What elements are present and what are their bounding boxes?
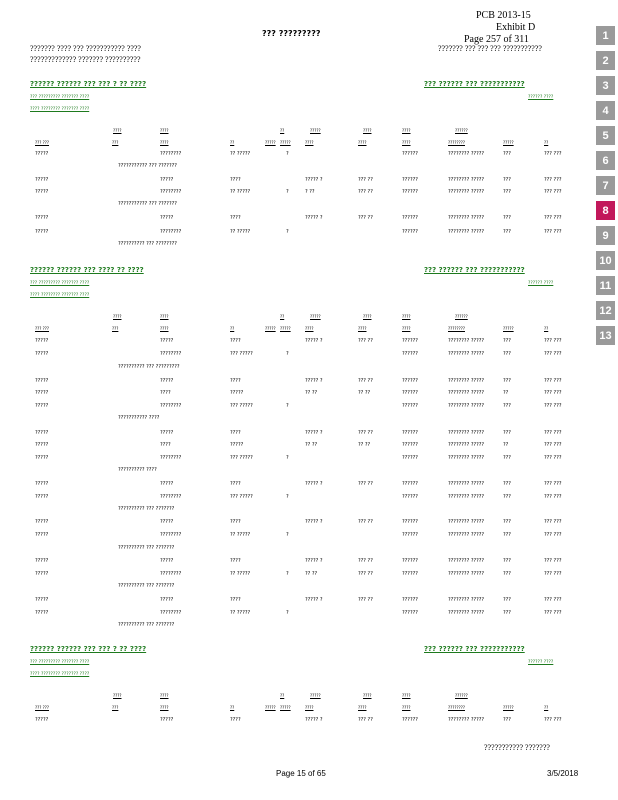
table-cell: ??? (503, 455, 511, 461)
table-cell: ?????? (402, 610, 418, 616)
table-cell: ??? ?? (358, 571, 373, 577)
column-header: ???? (358, 326, 367, 331)
table-cell: ????? (35, 390, 49, 396)
table-cell: ???????? ????? (448, 494, 485, 500)
table-cell: ? (286, 610, 289, 616)
table-cell: ??? ??? (544, 481, 562, 487)
table-cell: ???????? ????? (448, 558, 485, 564)
table-cell: ??????????? ???? (118, 415, 160, 421)
table-cell: ??? ?? (358, 519, 373, 525)
section-subtitle-right: ?????? ???? (528, 95, 554, 100)
column-header-top: ???? (363, 693, 372, 698)
table-cell: ?? ????? (230, 610, 251, 616)
column-header-top: ???? (402, 128, 411, 133)
table-cell: ???????? (160, 571, 182, 577)
table-cell: ????? (35, 215, 49, 221)
section-title: ?????? ?????? ??? ??? ? ?? ???? (30, 80, 147, 88)
section-subtitle: ???? ???????? ??????? ???? (30, 672, 90, 677)
table-cell: ????? (160, 215, 174, 221)
column-header: ???? (358, 140, 367, 145)
table-cell: ?????????? ??? ??????? (118, 545, 175, 551)
column-header: ???? (305, 705, 314, 710)
table-cell: ? (286, 494, 289, 500)
section-subtitle: ???? ???????? ??????? ???? (30, 293, 90, 298)
document-title: ??? ????????? (262, 29, 321, 38)
column-header-top: ???? (113, 693, 122, 698)
table-cell: ???????? ????? (448, 597, 485, 603)
column-header-top: ????? (310, 314, 321, 319)
table-cell: ???????? (160, 455, 182, 461)
table-cell: ??? ??? (544, 442, 562, 448)
table-cell: ???????? ????? (448, 610, 485, 616)
table-cell: ???? (230, 717, 241, 723)
section-subtitle: ???? ???????? ??????? ???? (30, 107, 90, 112)
page-tab-2[interactable]: 2 (596, 51, 615, 70)
section-subtitle-right: ?????? ???? (528, 660, 554, 665)
table-cell: ????? ? (305, 338, 323, 344)
table-cell: ???????? ????? (448, 403, 485, 409)
table-cell: ?????? (402, 519, 418, 525)
table-cell: ????? (160, 430, 174, 436)
table-cell: ??? (503, 189, 511, 195)
table-cell: ??? (503, 481, 511, 487)
table-cell: ???????? ????? (448, 717, 485, 723)
table-cell: ????? (35, 519, 49, 525)
table-cell: ? (286, 189, 289, 195)
table-cell: ??? ?? (358, 558, 373, 564)
column-header: ????? (265, 705, 276, 710)
table-cell: ??? ?? (358, 378, 373, 384)
column-header-top: ???? (402, 693, 411, 698)
table-cell: ????? ? (305, 558, 323, 564)
table-cell: ??? ??? (544, 177, 562, 183)
table-cell: ?? ????? (230, 151, 251, 157)
table-cell: ???? (230, 177, 241, 183)
table-cell: ??? ??? (544, 519, 562, 525)
column-header-top: ???? (160, 314, 169, 319)
table-cell: ?? ?? (305, 442, 318, 448)
column-header: ????? (280, 705, 291, 710)
table-cell: ?????? (402, 390, 418, 396)
table-cell: ?????? (402, 378, 418, 384)
column-header: ?? (230, 705, 235, 710)
column-header-top: ?? (280, 128, 285, 133)
table-cell: ??? ??? (544, 430, 562, 436)
table-cell: ????? ? (305, 717, 323, 723)
table-cell: ???????? (160, 494, 182, 500)
table-cell: ???????? ????? (448, 189, 485, 195)
column-header: ????? (265, 140, 276, 145)
page-number: Page 15 of 65 (276, 769, 326, 778)
table-cell: ????? (160, 338, 174, 344)
table-cell: ??? ??? (544, 351, 562, 357)
table-cell: ????? (160, 481, 174, 487)
table-cell: ?????????? ??? ??????? (118, 583, 175, 589)
table-cell: ????? (160, 558, 174, 564)
table-cell: ??? (503, 351, 511, 357)
table-cell: ???????? (160, 229, 182, 235)
column-header: ?? (230, 140, 235, 145)
table-cell: ?? ????? (230, 229, 251, 235)
column-header-top: ???? (160, 128, 169, 133)
column-header: ???????? (448, 705, 465, 710)
table-cell: ????? (35, 717, 49, 723)
table-cell: ??? ?? (358, 597, 373, 603)
page-tab-11[interactable]: 11 (596, 276, 615, 295)
table-cell: ????? (35, 151, 49, 157)
table-cell: ????? ? (305, 481, 323, 487)
page-tab-10[interactable]: 10 (596, 251, 615, 270)
table-cell: ??? ??? (544, 494, 562, 500)
table-cell: ???????? ????? (448, 442, 485, 448)
column-header: ???? (305, 140, 314, 145)
table-cell: ??? ?? (358, 177, 373, 183)
section-subtitle: ??? ????????? ??????? ???? (30, 660, 90, 665)
stamp-line-2: Exhibit D (496, 22, 536, 33)
table-cell: ????? (230, 390, 244, 396)
table-cell: ??? ??? (544, 532, 562, 538)
table-cell: ????? (35, 610, 49, 616)
column-header: ??? (112, 140, 119, 145)
column-header-top: ?? (280, 314, 285, 319)
table-cell: ?????? (402, 532, 418, 538)
table-cell: ??? ????? (230, 455, 253, 461)
column-header: ??? ??? (35, 140, 50, 145)
table-cell: ?? ????? (230, 189, 251, 195)
column-header: ?? (544, 140, 549, 145)
table-cell: ???????? (160, 403, 182, 409)
table-cell: ?????? (402, 597, 418, 603)
table-cell: ??? (503, 177, 511, 183)
table-cell: ?? ?? (305, 390, 318, 396)
column-header: ??? (112, 705, 119, 710)
table-cell: ??? ??? (544, 229, 562, 235)
column-header: ????? (280, 140, 291, 145)
table-cell: ???????? ????? (448, 215, 485, 221)
section-subtitle: ??? ????????? ??????? ???? (30, 281, 90, 286)
table-cell: ???? (230, 558, 241, 564)
table-cell: ??? (503, 597, 511, 603)
table-cell: ??? ??? (544, 610, 562, 616)
table-cell: ??? ??? (544, 717, 562, 723)
stamp-line-1: PCB 2013-15 (476, 10, 531, 21)
table-cell: ?????? (402, 229, 418, 235)
table-cell: ??? ????? (230, 351, 253, 357)
column-header-top: ?????? (455, 128, 468, 133)
column-header: ???? (305, 326, 314, 331)
table-cell: ????? (35, 558, 49, 564)
page-tab-13[interactable]: 13 (596, 326, 615, 345)
table-cell: ????? (35, 338, 49, 344)
section-title-right: ??? ?????? ??? ??????????? (424, 645, 525, 653)
table-cell: ? (286, 351, 289, 357)
column-header: ???? (160, 705, 169, 710)
table-cell: ???????? ????? (448, 430, 485, 436)
table-cell: ??? ?? (358, 215, 373, 221)
table-cell: ???????? (160, 189, 182, 195)
table-cell: ?? ????? (230, 571, 251, 577)
table-cell: ??? ????? (230, 494, 253, 500)
section-title: ?????? ?????? ??? ??? ? ?? ???? (30, 645, 147, 653)
table-cell: ???? (230, 519, 241, 525)
table-cell: ?????????? ??? ????????? (118, 364, 180, 370)
header-left-line-1: ??????? ???? ??? ??????????? ???? (30, 44, 141, 53)
header-right: ??????? ??? ??? ??? ??????????? (438, 44, 542, 53)
table-cell: ???????? ????? (448, 571, 485, 577)
header-left-line-2: ????????????? ??????? ?????????? (30, 55, 141, 64)
table-cell: ? (286, 151, 289, 157)
table-cell: ?? (503, 390, 509, 396)
table-cell: ?????? (402, 151, 418, 157)
table-cell: ?????? (402, 558, 418, 564)
table-cell: ??? ??? (544, 338, 562, 344)
table-cell: ????? (35, 532, 49, 538)
table-cell: ??? ?? (358, 717, 373, 723)
column-header-top: ????? (310, 693, 321, 698)
table-cell: ?????????? ??? ??????? (118, 622, 175, 628)
section-title: ?????? ?????? ??? ???? ?? ???? (30, 266, 144, 274)
table-cell: ???????? ????? (448, 519, 485, 525)
table-cell: ????? (35, 229, 49, 235)
column-header-top: ????? (310, 128, 321, 133)
table-cell: ?????? (402, 351, 418, 357)
column-header: ???? (402, 140, 411, 145)
table-cell: ?? (503, 442, 509, 448)
column-header-top: ?? (280, 693, 285, 698)
column-header: ???? (402, 705, 411, 710)
section-subtitle-right: ?????? ???? (528, 281, 554, 286)
column-header-top: ???? (160, 693, 169, 698)
column-header-top: ???? (113, 314, 122, 319)
table-cell: ????? ? (305, 215, 323, 221)
page-tab-4[interactable]: 4 (596, 101, 615, 120)
table-cell: ?????? (402, 442, 418, 448)
table-cell: ??? ??? (544, 189, 562, 195)
table-cell: ???? (230, 378, 241, 384)
table-cell: ?? ????? (230, 532, 251, 538)
table-cell: ???????? ????? (448, 177, 485, 183)
exhibit-stamp (464, 10, 536, 46)
column-header: ??? ??? (35, 705, 50, 710)
column-header-top: ?????? (455, 693, 468, 698)
page-tab-6[interactable]: 6 (596, 151, 615, 170)
table-cell: ?? ?? (305, 571, 318, 577)
table-cell: ???????? (160, 532, 182, 538)
page-tab-7[interactable]: 7 (596, 176, 615, 195)
table-cell: ?????? (402, 403, 418, 409)
table-cell: ??????????? ??? ??????? (118, 163, 177, 169)
table-cell: ??????????? ??? ??????? (118, 201, 177, 207)
table-cell: ?????????? ??? ???????? (118, 241, 177, 247)
table-cell: ??? (503, 519, 511, 525)
table-cell: ????? (35, 571, 49, 577)
table-cell: ??? (503, 430, 511, 436)
table-cell: ??? (503, 558, 511, 564)
table-cell: ????? (160, 177, 174, 183)
table-cell: ??? (503, 610, 511, 616)
table-cell: ???????? ????? (448, 338, 485, 344)
table-cell: ??? ??? (544, 378, 562, 384)
page-tab-3[interactable]: 3 (596, 76, 615, 95)
table-cell: ?????? (402, 215, 418, 221)
table-cell: ???? (160, 442, 171, 448)
column-header: ???????? (448, 326, 465, 331)
column-header: ?? (544, 705, 549, 710)
column-header: ???? (402, 326, 411, 331)
page-tab-9[interactable]: 9 (596, 226, 615, 245)
table-cell: ??? ??? (544, 571, 562, 577)
table-cell: ????? (160, 717, 174, 723)
table-cell: ????? (35, 189, 49, 195)
column-header-top: ???? (363, 128, 372, 133)
column-header: ???? (358, 705, 367, 710)
column-header: ?? (544, 326, 549, 331)
column-header: ???????? (448, 140, 465, 145)
table-cell: ? (286, 403, 289, 409)
column-header-top: ???? (363, 314, 372, 319)
table-cell: ? ?? (305, 189, 315, 195)
table-cell: ??? (503, 494, 511, 500)
table-cell: ??? (503, 717, 511, 723)
table-cell: ??? ??? (544, 558, 562, 564)
table-cell: ???? (230, 430, 241, 436)
table-cell: ????? (35, 597, 49, 603)
table-cell: ?????????? ???? (118, 467, 157, 473)
table-cell: ????? (160, 597, 174, 603)
table-cell: ??? (503, 151, 511, 157)
table-cell: ??? ??? (544, 390, 562, 396)
table-cell: ????? (35, 177, 49, 183)
table-cell: ???????? ????? (448, 229, 485, 235)
header-left (30, 43, 141, 65)
page-tab-8[interactable]: 8 (596, 201, 615, 220)
column-header: ????? (503, 326, 514, 331)
table-cell: ??? (503, 403, 511, 409)
table-cell: ???????? ????? (448, 481, 485, 487)
section-title-right: ??? ?????? ??? ??????????? (424, 266, 525, 274)
table-cell: ??? ??? (544, 455, 562, 461)
table-cell: ?????? (402, 430, 418, 436)
table-cell: ??? ??? (544, 151, 562, 157)
table-cell: ?? ?? (358, 442, 371, 448)
column-header-top: ???? (113, 128, 122, 133)
column-header: ????? (503, 705, 514, 710)
table-cell: ? (286, 229, 289, 235)
table-cell: ???? (230, 597, 241, 603)
table-cell: ??? ????? (230, 403, 253, 409)
table-cell: ???? (230, 338, 241, 344)
table-cell: ????? (35, 403, 49, 409)
page-tab-5[interactable]: 5 (596, 126, 615, 145)
table-cell: ??? (503, 229, 511, 235)
table-cell: ??? (503, 338, 511, 344)
column-header: ??? ??? (35, 326, 50, 331)
page-tab-1[interactable]: 1 (596, 26, 615, 45)
table-cell: ?????????? ??? ??????? (118, 506, 175, 512)
column-header: ????? (280, 326, 291, 331)
table-cell: ? (286, 571, 289, 577)
table-cell: ???????? ????? (448, 378, 485, 384)
table-cell: ?????? (402, 177, 418, 183)
table-cell: ??? (503, 378, 511, 384)
bottom-right-text: ??????????? ??????? (484, 743, 550, 752)
table-cell: ?????? (402, 189, 418, 195)
table-cell: ?????? (402, 455, 418, 461)
column-header-top: ???? (402, 314, 411, 319)
table-cell: ????? (35, 351, 49, 357)
table-cell: ??? ??? (544, 403, 562, 409)
table-cell: ??? ?? (358, 481, 373, 487)
table-cell: ????? ? (305, 430, 323, 436)
table-cell: ????? (35, 442, 49, 448)
table-cell: ??? (503, 215, 511, 221)
table-cell: ????? (35, 378, 49, 384)
table-cell: ????? (35, 481, 49, 487)
page-tab-12[interactable]: 12 (596, 301, 615, 320)
table-cell: ??? ?? (358, 430, 373, 436)
column-header: ????? (503, 140, 514, 145)
table-cell: ??? ?? (358, 189, 373, 195)
report-date: 3/5/2018 (547, 769, 579, 778)
table-cell: ????? ? (305, 519, 323, 525)
table-cell: ????? ? (305, 597, 323, 603)
column-header-top: ?????? (455, 314, 468, 319)
table-cell: ?????? (402, 571, 418, 577)
table-cell: ???????? ????? (448, 455, 485, 461)
table-cell: ???????? ????? (448, 390, 485, 396)
table-cell: ???????? ????? (448, 532, 485, 538)
section-subtitle: ??? ????????? ??????? ???? (30, 95, 90, 100)
table-cell: ?? ?? (358, 390, 371, 396)
table-cell: ?????? (402, 481, 418, 487)
table-cell: ??? (503, 571, 511, 577)
table-cell: ?????? (402, 494, 418, 500)
table-cell: ?????? (402, 338, 418, 344)
table-cell: ????? (160, 519, 174, 525)
column-header: ???? (160, 326, 169, 331)
section-title-right: ??? ?????? ??? ??????????? (424, 80, 525, 88)
table-cell: ?????? (402, 717, 418, 723)
table-cell: ???????? ????? (448, 351, 485, 357)
column-header: ?? (230, 326, 235, 331)
table-cell: ????? ? (305, 378, 323, 384)
table-cell: ???????? ????? (448, 151, 485, 157)
table-cell: ????? (35, 455, 49, 461)
table-cell: ??? (503, 532, 511, 538)
table-cell: ? (286, 532, 289, 538)
table-cell: ???? (160, 390, 171, 396)
stamp-line-3: Page 257 of 311 (464, 34, 529, 45)
table-cell: ????? (35, 430, 49, 436)
table-cell: ???? (230, 481, 241, 487)
table-cell: ??? ?? (358, 338, 373, 344)
table-cell: ????? (160, 378, 174, 384)
table-cell: ???? (230, 215, 241, 221)
table-cell: ????? (35, 494, 49, 500)
column-header: ??? (112, 326, 119, 331)
table-cell: ? (286, 455, 289, 461)
column-header: ????? (265, 326, 276, 331)
table-cell: ??? ??? (544, 597, 562, 603)
column-header: ???? (160, 140, 169, 145)
table-cell: ???????? (160, 610, 182, 616)
table-cell: ???????? (160, 351, 182, 357)
table-cell: ????? (230, 442, 244, 448)
table-cell: ????? ? (305, 177, 323, 183)
table-cell: ??? ??? (544, 215, 562, 221)
table-cell: ???????? (160, 151, 182, 157)
